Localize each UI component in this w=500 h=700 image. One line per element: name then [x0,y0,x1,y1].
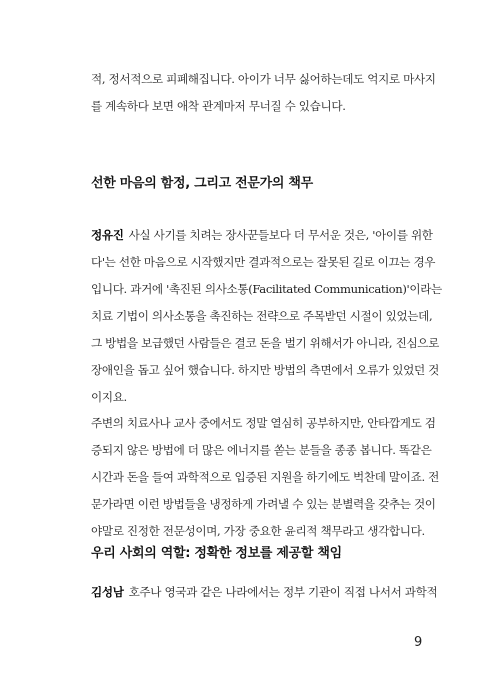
text-line: 장애인을 돕고 싶어 했습니다. 하지만 방법의 측면에서 오류가 있었던 것 [91,363,439,377]
text-line: 입니다. 과거에 '촉진된 의사소통(Facilitated Communication)'이라는 [91,282,442,296]
text-line: 야말로 진정한 전문성이며, 가장 중요한 윤리적 책무라고 생각합니다. [91,524,425,538]
text-line: 이지요. [91,390,127,404]
first-line-text: 호주나 영국과 같은 나라에서는 정부 기관이 직접 나서서 과학적 [128,585,438,599]
text-line: 를 계속하다 보면 애착 관계마저 무너질 수 있습니다. [91,99,346,113]
text-line: 적, 정서적으로 피폐해집니다. 아이가 너무 싫어하는데도 억지로 마사지 [91,72,436,86]
text-line: 다'는 선한 마음으로 시작했지만 결과적으로는 잘못된 길로 이끄는 경우 [91,255,436,269]
text-line: 증되지 않은 방법에 더 많은 에너지를 쏟는 분들을 종종 봅니다. 똑같은 [91,443,432,457]
page-number: 9 [414,635,423,650]
text-line: 시간과 돈을 들여 과학적으로 입증된 지원을 하기에도 벅찬데 말이죠. 전 [91,470,439,484]
text-line: 문가라면 이런 방법들을 냉정하게 가려낼 수 있는 분별력을 갖추는 것이 [91,497,436,511]
speaker-paragraph [91,579,438,606]
speaker-paragraph [91,222,442,411]
text-line [91,579,438,606]
text-line: 치료 기법이 의사소통을 촉진하는 전략으로 주목받던 시절이 있었는데, [91,309,433,323]
text-line: 그 방법을 보급했던 사람들은 결코 돈을 벌기 위해서가 아니라, 진심으로 [91,336,439,350]
body-paragraph [91,410,439,545]
text-line: 주변의 치료사나 교사 중에서도 정말 열심히 공부하지만, 안타깝게도 검 [91,416,436,430]
speaker-name: 정유진 [91,228,124,242]
text-line [91,222,433,249]
section-heading: 선한 마음의 함정, 그리고 전문가의 책무 [91,176,313,191]
first-line-text: 사실 사기를 치려는 장사꾼들보다 더 무서운 것은, '아이를 위한 [128,228,433,242]
section-heading: 우리 사회의 역할: 정확한 정보를 제공할 책임 [91,546,342,561]
intro-paragraph [91,66,436,120]
speaker-name: 김성남 [91,585,124,599]
